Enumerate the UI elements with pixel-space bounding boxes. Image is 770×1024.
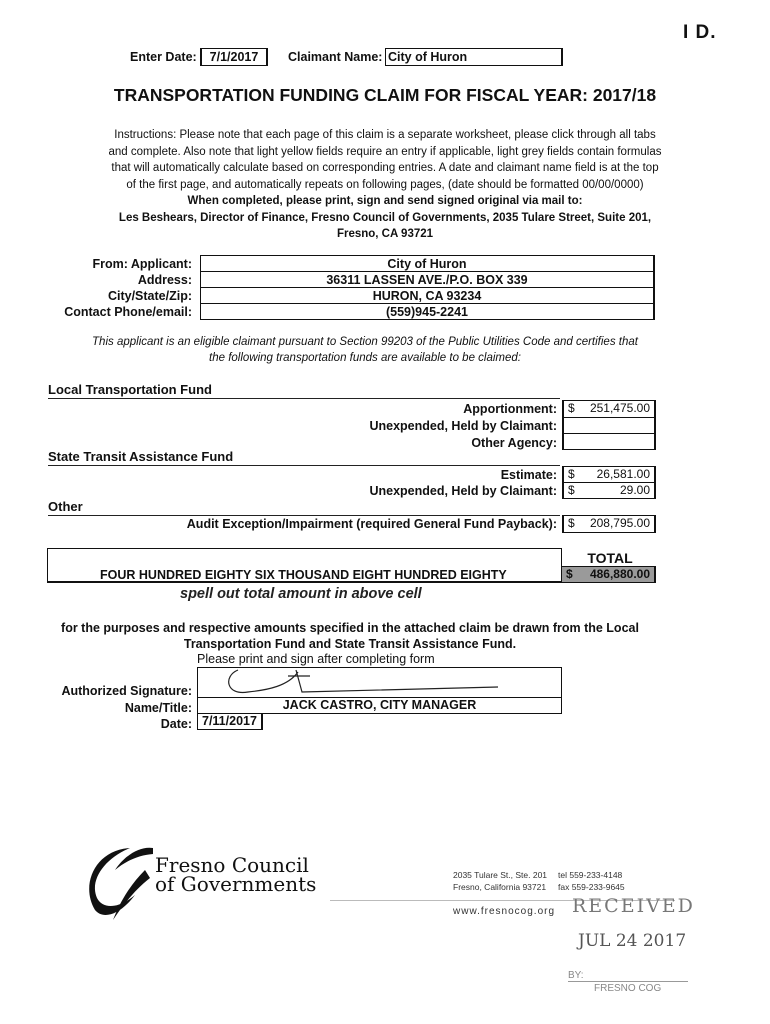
apportionment-field[interactable] [564,401,654,418]
audit-field[interactable] [562,515,656,533]
staf-amount-fields [562,466,656,499]
total-value: 486,880.00 [589,567,650,581]
authorized-signature-field[interactable] [197,667,562,698]
name-title-field[interactable] [197,697,562,714]
org-tel: tel 559-233-4148 [558,870,623,880]
stamp-received: RECEIVED [572,895,695,917]
claimant-name-label: Claimant Name: [288,50,383,64]
city-state-zip-label: City/State/Zip: [107,289,192,303]
from-applicant-label: From: Applicant: [92,257,192,271]
instructions-line: and complete. Also note that light yellow fields require an entry if applicable, light grey fields contain formulas [108,145,662,158]
claimant-name-field[interactable] [385,48,563,66]
spell-out-note: spell out total amount in above cell [180,586,422,602]
eligibility-statement [20,334,710,366]
authorized-signature-label: Authorized Signature: [61,684,192,698]
org-website: www.fresnocog.org [453,906,556,917]
currency-symbol: $ [568,483,575,497]
total-label: TOTAL [587,550,633,566]
contact-field[interactable]: (559)945-2241 [385,305,468,319]
city-state-zip-field[interactable]: HURON, CA 93234 [201,288,653,304]
instructions [20,127,750,243]
ltf-unexpended-field[interactable] [564,418,654,434]
other-agency-label: Other Agency: [471,436,557,450]
estimate-field[interactable] [564,467,654,483]
signature-scrawl [198,668,563,699]
signature-date-field[interactable] [197,713,263,730]
audit-value: 208,795.00 [589,516,650,530]
page-title: TRANSPORTATION FUNDING CLAIM FOR FISCAL YEAR: 2017/18 [113,85,657,105]
instructions-line: Instructions: Please note that each page of this claim is a separate worksheet, please click through all tabs [114,129,656,141]
stamp-date: JUL 24 2017 [578,931,687,951]
name-title-label: Name/Title: [124,700,192,715]
fresno-cog-logo-icon [75,840,165,920]
org-address-line: Fresno, California 93721 [453,882,547,892]
staf-labels [280,467,557,499]
mail-to-instruction: When completed, please print, sign and send signed original via mail to: [187,195,583,207]
currency-symbol: $ [568,467,575,481]
org-name [155,853,317,896]
staf-unexpended-value: 29.00 [619,483,650,497]
apportionment-label: Apportionment: [463,402,557,416]
received-stamp [560,890,695,1000]
other-agency-field[interactable] [564,434,654,449]
claimant-name-value: City of Huron [388,50,468,64]
other-heading: Other [48,499,560,516]
staf-unexpended-label: Unexpended, Held by Claimant: [369,484,557,498]
ltf-unexpended-label: Unexpended, Held by Claimant: [369,419,557,433]
audit-label: Audit Exception/Impairment (required General Fund Payback): [186,517,557,531]
purposes-statement [0,620,700,652]
name-title-value: JACK CASTRO, CITY MANAGER [282,698,477,712]
staf-unexpended-field[interactable] [564,483,654,498]
mail-address-line2: Fresno, CA 93721 [336,228,434,240]
total-amount-field [561,566,656,583]
purposes-line: Transportation Fund and State Transit Assistance Fund. [183,637,517,651]
stamp-org: FRESNO COG [594,983,662,994]
ltf-labels [280,401,557,452]
signature-date-value: 7/11/2017 [202,714,257,728]
contact-label: Contact Phone/email: [64,305,192,319]
applicant-name-field[interactable]: City of Huron [201,256,653,272]
org-name-line: Fresno Council [155,853,309,877]
org-fax: fax 559-233-9645 [558,882,625,892]
ltf-heading: Local Transportation Fund [48,382,560,399]
corner-mark: I D. [683,22,717,43]
address-label: Address: [137,273,192,287]
eligibility-line: the following transportation funds are available to be claimed: [209,352,521,364]
estimate-label: Estimate: [500,468,557,482]
currency-symbol: $ [568,516,575,530]
instructions-line: that will automatically calculate based on corresponding entries. A date and claimant name field is at the top [111,162,659,174]
applicant-labels [30,256,192,320]
org-address-line: 2035 Tulare St., Ste. 201 [453,870,548,880]
org-address [453,869,547,893]
org-name-line: of Governments [155,872,317,896]
total-words-field[interactable] [47,548,562,583]
eligibility-line: This applicant is an eligible claimant pursuant to Section 99203 of the Public Utilities Code and certifies that [92,336,638,348]
applicant-fields [200,255,655,320]
date-label: Date: [160,717,192,731]
instructions-line: of the first page, and automatically repeats on following pages, (date should be formatted 00/00/0000) [126,178,644,191]
purposes-line: for the purposes and respective amounts specified in the attached claim be drawn from the Local [61,621,639,635]
apportionment-value: 251,475.00 [589,401,650,415]
total-words-value: FOUR HUNDRED EIGHTY SIX THOUSAND EIGHT HUNDRED EIGHTY [100,568,507,582]
stamp-by: BY: [568,970,688,982]
staf-heading: State Transit Assistance Fund [48,449,560,466]
mail-address-line1: Les Beshears, Director of Finance, Fresno Council of Governments, 2035 Tulare Street, Suite 201, [118,211,652,224]
ltf-amount-fields [562,400,656,450]
currency-symbol: $ [568,401,575,415]
enter-date-label: Enter Date: [130,50,197,64]
address-field[interactable]: 36311 LASSEN AVE./P.O. BOX 339 [201,272,653,288]
print-sign-instruction: Please print and sign after completing form [197,652,435,666]
enter-date-value: 7/1/2017 [209,50,259,64]
enter-date-field[interactable] [200,48,268,66]
estimate-value: 26,581.00 [596,467,650,481]
signature-labels [30,683,192,733]
currency-symbol: $ [566,567,573,581]
